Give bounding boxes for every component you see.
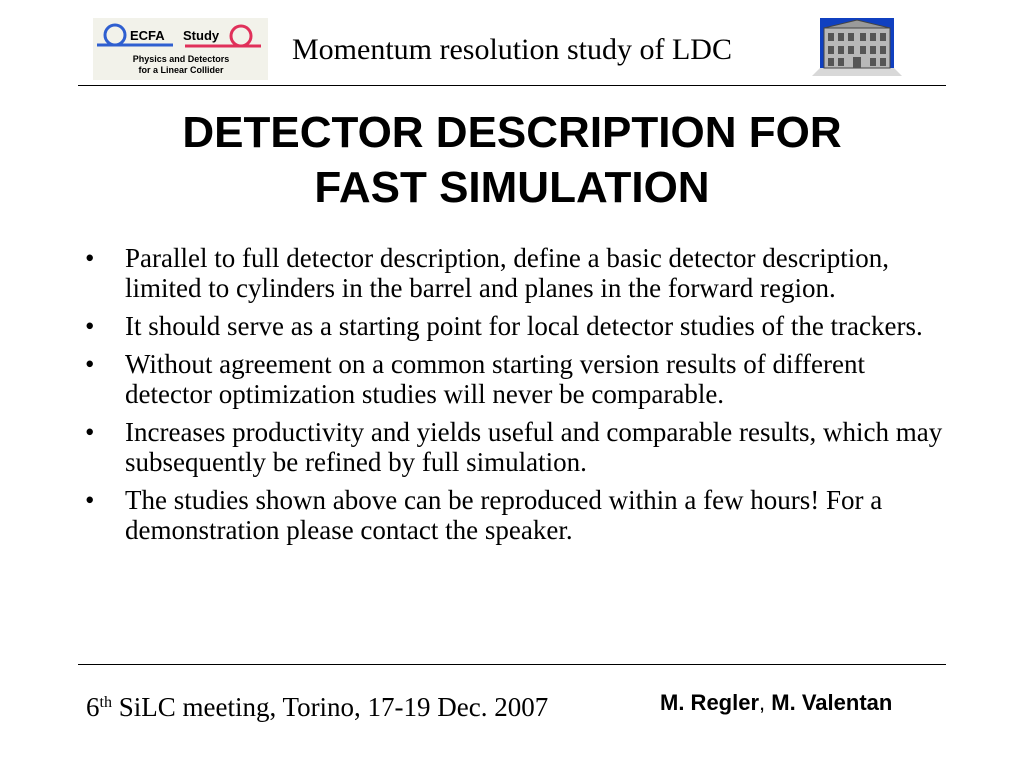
author-separator: , — [759, 690, 766, 715]
bullet-text: The studies shown above can be reproduced within a few hours! For a demonstration please contact the speaker. — [125, 485, 883, 545]
logo-word-study: Study — [183, 28, 220, 43]
list-item — [85, 311, 955, 341]
meeting-ordinal: th — [99, 694, 112, 711]
bullet-icon: • — [85, 485, 95, 515]
bullet-icon: • — [85, 311, 95, 341]
logo-subtitle-line1: Physics and Detectors — [132, 54, 230, 64]
building-icon — [812, 18, 902, 76]
bullet-text: Without agreement on a common starting version results of different detector optimization studies will never be comparable. — [125, 349, 865, 409]
logo-word-ecfa: ECFA — [130, 28, 165, 43]
list-item — [85, 349, 955, 409]
bullet-icon: • — [85, 417, 95, 447]
header-title: Momentum resolution study of LDC — [292, 33, 732, 66]
bullet-icon: • — [85, 243, 95, 273]
slide-title-line2: FAST SIMULATION — [314, 163, 710, 212]
bullet-icon: • — [85, 349, 95, 379]
slide-title-line1: DETECTOR DESCRIPTION FOR — [182, 108, 842, 157]
ecfa-study-logo — [93, 18, 268, 80]
meeting-text: SiLC meeting, Torino, 17-19 Dec. 2007 — [111, 692, 549, 722]
author-valentan: M. Valentan — [771, 690, 893, 715]
header-divider — [78, 85, 946, 86]
list-item — [85, 417, 955, 477]
list-item — [85, 485, 955, 545]
author-regler: M. Regler — [660, 690, 760, 715]
footer-meeting — [86, 692, 548, 723]
logo-subtitle-line2: for a Linear Collider — [138, 65, 224, 75]
bullet-text: Increases productivity and yields useful and comparable results, which may subsequently be refined by full simulation. — [125, 417, 943, 477]
bullet-text: Parallel to full detector description, define a basic detector description, limited to cylinders in the barrel and planes in the forward region. — [125, 243, 889, 303]
meeting-number: 6 — [86, 692, 100, 722]
footer-authors — [660, 690, 892, 716]
bullet-list — [85, 243, 955, 553]
list-item — [85, 243, 955, 303]
footer-divider — [78, 664, 946, 665]
bullet-text: It should serve as a starting point for local detector studies of the trackers. — [125, 311, 923, 341]
slide-title — [78, 105, 946, 215]
